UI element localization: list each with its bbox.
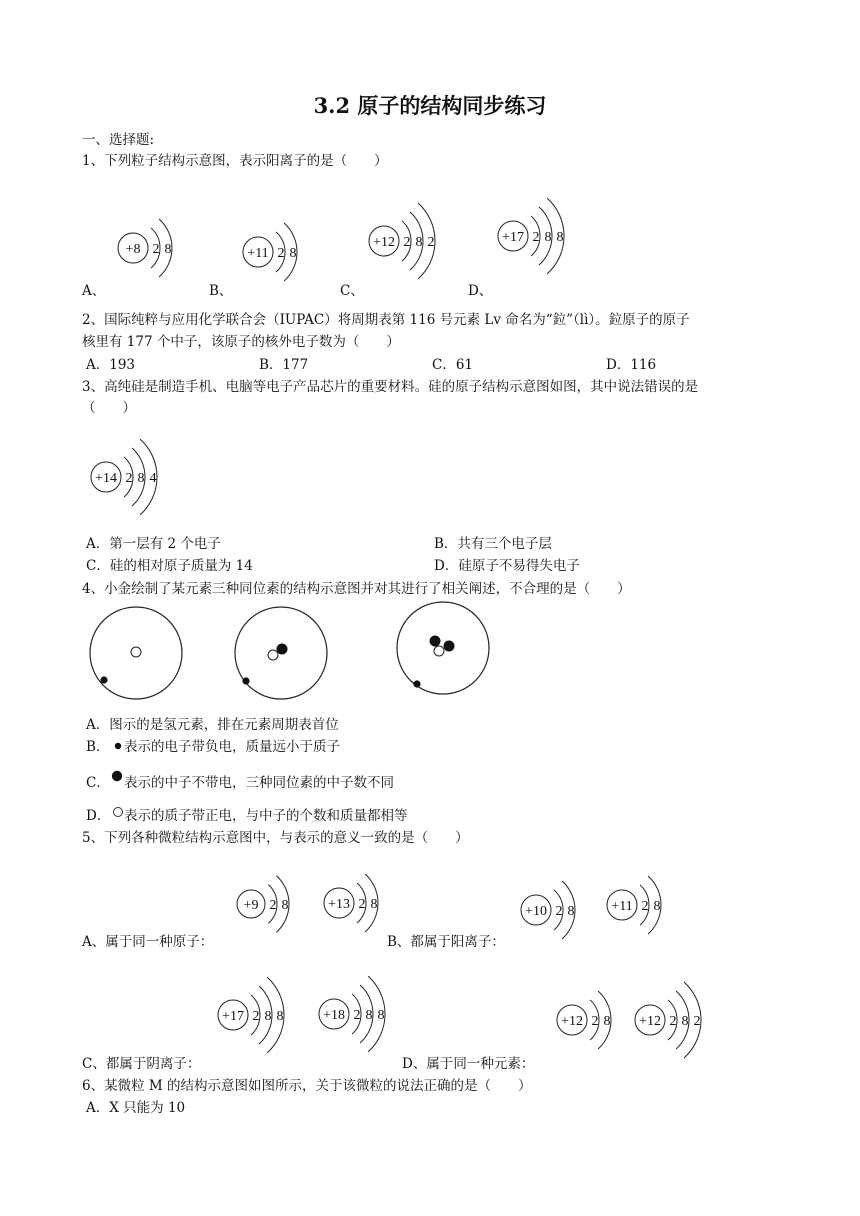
q5-label-c: C、都属于阴离子： [82,1056,201,1072]
atom-diagram-q5-b1-shell-electrons: 8 [567,904,575,919]
atom-diagram-silicon-shell-electrons: 8 [137,471,145,486]
atom-diagram-q5-d1-nucleus-charge: +12 [561,1014,583,1029]
isotope-deuterium [235,607,327,699]
q3-option-a: A．第一层有 2 个电子 [86,536,221,552]
atom-diagram-q1-a-nucleus-charge: +8 [125,242,141,257]
proton-marker [434,646,444,656]
atom-diagram-q5-a2-shell-electrons: 2 [358,897,366,912]
electron-marker [242,677,249,684]
neutron-marker [444,641,455,652]
isotope-tritium [397,602,489,694]
q4-option-c: 表示的中子不带电，三种同位素的中子数不同 [124,775,394,791]
atom-diagram-q1-a-shell-electrons: 2 [152,242,160,257]
q4-option-b-letter: B． [86,739,110,755]
q1-label-b: B、 [209,283,233,299]
q3-option-c: C．硅的相对原子质量为 14 [86,558,253,574]
proton-marker [131,647,141,657]
atom-diagram-q5-b2-shell-electrons: 8 [653,899,661,914]
atom-diagram-q1-c-nucleus-charge: +12 [373,235,395,250]
atom-diagram-q1-c-shell-electrons: 8 [415,235,423,250]
page-title: 3.2 原子的结构同步练习 [313,93,547,118]
q4-option-c-letter: C． [86,775,110,791]
atom-diagram-q5-c2-shell-electrons: 8 [365,1008,373,1023]
atom-diagram-q5-b2-nucleus-charge: +11 [611,899,633,914]
neutron-marker [430,636,441,647]
q2-option-a: A．193 [86,357,136,373]
q2-option-c: C．61 [432,357,474,373]
q4-option-a: A．图示的是氢元素，排在元素周期表首位 [86,717,339,733]
atom-diagram-silicon-shell-electrons: 4 [149,471,157,486]
question-5-stem: 5、下列各种微粒结构示意图中，与表示的意义一致的是（ ） [82,830,469,846]
q2-option-b: B．177 [259,357,309,373]
atom-diagram-q5-d1-shell-electrons: 2 [591,1014,599,1029]
q3-option-d: D．硅原子不易得失电子 [434,558,580,574]
atom-diagram-silicon-nucleus-charge: +14 [95,471,117,486]
atom-diagram-q1-a-shell-electrons: 8 [164,242,172,257]
atom-diagram-q5-c2-shell-electrons: 8 [377,1008,385,1023]
q5-label-a: A、属于同一种原子： [82,934,214,950]
atom-diagram-silicon-shell-electrons: 2 [125,471,133,486]
proton-legend-icon [114,808,123,817]
proton-marker [268,650,278,660]
atom-diagram-q5-c1-nucleus-charge: +17 [222,1009,244,1024]
question-4-stem: 4、小金绘制了某元素三种同位素的结构示意图并对其进行了相关阐述，不合理的是（ ） [82,581,631,597]
atom-diagram-q5-a2-nucleus-charge: +13 [328,897,350,912]
atom-diagram-q5-b1-nucleus-charge: +10 [525,904,547,919]
atom-diagram-q5-a1-shell-electrons: 2 [269,898,277,913]
q4-option-d-letter: D． [86,808,111,824]
atom-diagram-q5-c1-shell-electrons: 8 [276,1009,284,1024]
q2-option-d: D．116 [606,357,657,373]
q5-label-d: D、属于同一种元素： [402,1056,535,1072]
atom-diagram-q5-c2-nucleus-charge: +18 [323,1008,345,1023]
q6-option-a: A．X 只能为 10 [86,1100,186,1116]
neutron-marker [277,644,288,655]
atom-diagram-q1-d-shell-electrons: 8 [544,230,552,245]
atom-diagram-q5-d1-shell-electrons: 8 [603,1014,611,1029]
atom-diagram-q5-a1-shell-electrons: 8 [281,898,289,913]
neutron-legend-icon [112,771,122,781]
q4-option-b: 表示的电子带负电，质量远小于质子 [124,739,340,755]
electron-marker [413,680,420,687]
section-heading: 一、选择题: [82,132,155,148]
isotope-protium [90,607,182,699]
question-3-line-1: 3、高纯硅是制造手机、电脑等电子产品芯片的重要材料。硅的原子结构示意图如图，其中说法错误的是 [82,379,699,395]
atom-diagram-q5-c1-shell-electrons: 2 [252,1009,260,1024]
question-2-line-2: 核里有 177 个中子，该原子的核外电子数为（ ） [82,334,400,350]
atom-diagram-q5-d2-shell-electrons: 2 [669,1014,677,1029]
q1-label-a: A、 [82,283,106,299]
atom-diagram-q5-d2-shell-electrons: 2 [693,1014,701,1029]
atom-diagram-q1-b-shell-electrons: 8 [289,246,297,261]
atom-diagram-q1-c-shell-electrons: 2 [403,235,411,250]
atom-diagram-q1-d-nucleus-charge: +17 [502,230,524,245]
q1-label-d: D、 [468,283,493,299]
q4-option-d: 表示的质子带正电，与中子的个数和质量都相等 [124,808,408,824]
question-1-stem: 1、下列粒子结构示意图，表示阳离子的是（ ） [82,153,388,169]
atom-diagram-q5-a1-nucleus-charge: +9 [243,898,259,913]
electron-legend-icon [115,743,121,749]
atom-diagram-q5-d2-shell-electrons: 8 [681,1014,689,1029]
atom-diagram-q5-b1-shell-electrons: 2 [555,904,563,919]
question-3-line-2: （ ） [82,400,136,416]
q1-label-c: C、 [340,283,364,299]
q3-option-b: B．共有三个电子层 [434,536,552,552]
atom-diagram-q5-c1-shell-electrons: 8 [264,1009,272,1024]
atom-diagram-q1-b-shell-electrons: 2 [277,246,285,261]
atom-diagram-q5-c2-shell-electrons: 2 [353,1008,361,1023]
atom-diagram-q5-a2-shell-electrons: 8 [370,897,378,912]
atom-diagram-q5-d2-nucleus-charge: +12 [639,1014,661,1029]
atom-diagram-q5-b2-shell-electrons: 2 [641,899,649,914]
atom-diagram-q1-d-shell-electrons: 2 [532,230,540,245]
atom-diagram-q1-c-shell-electrons: 2 [427,235,435,250]
q5-label-b: B、都属于阳离子： [387,934,505,950]
question-6-stem: 6、某微粒 M 的结构示意图如图所示，关于该微粒的说法正确的是（ ） [82,1078,532,1094]
electron-marker [100,676,107,683]
question-2-line-1: 2、国际纯粹与应用化学联合会（IUPAC）将周期表第 116 号元素 Lv 命名为“鉝”（lì）。鉝原子的原子 [82,312,690,328]
atom-diagram-q1-b-nucleus-charge: +11 [247,246,269,261]
atom-diagram-q1-d-shell-electrons: 8 [556,230,564,245]
